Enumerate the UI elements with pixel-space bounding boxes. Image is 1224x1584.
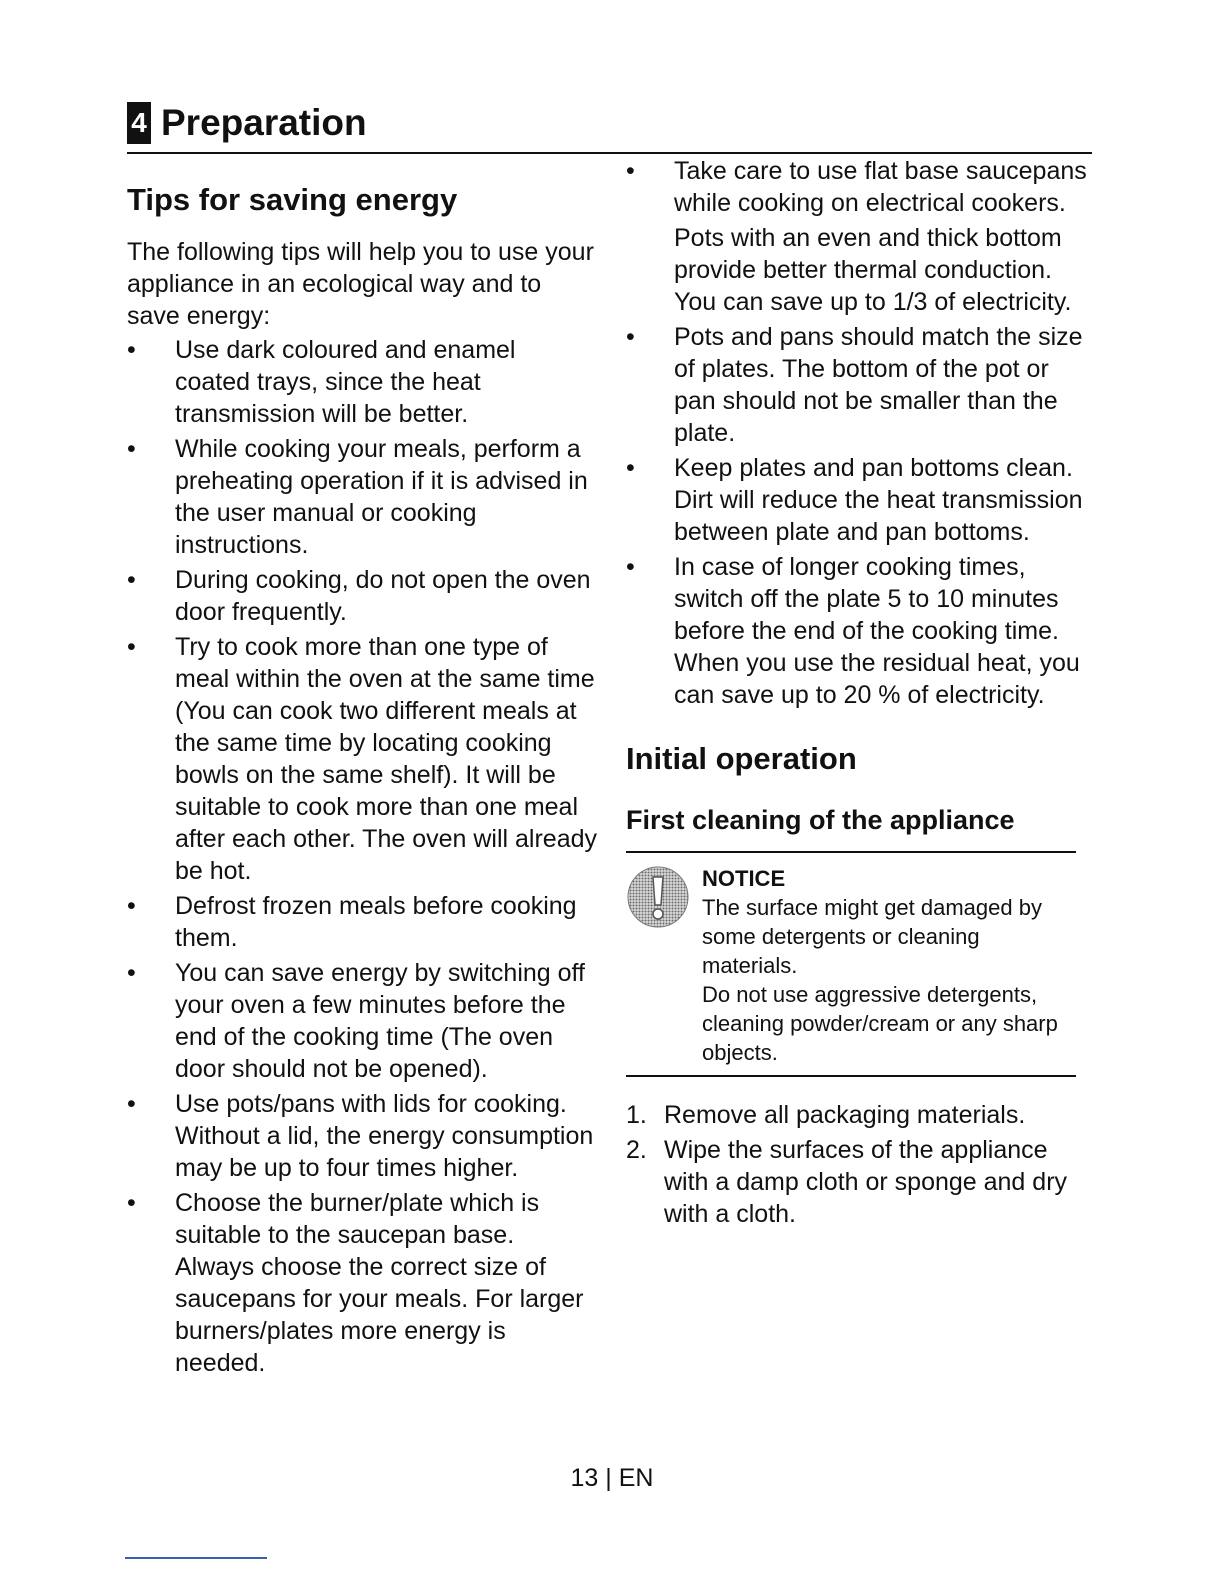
notice-text: The surface might get damaged by some detergents or cleaning materials. <box>702 895 1042 978</box>
bullet-icon: • <box>127 1090 136 1118</box>
list-item-text: Try to cook more than one type of meal within the oven at the same time (You can cook two different meals at the same time by locating cooking bowls on the same shelf). It will be suitable to cook more than one meal after each other. The oven will already be hot. <box>175 633 598 885</box>
list-item <box>626 155 1091 318</box>
tips-intro: The following tips will help you to use your appliance in an ecological way and to save energy: <box>127 238 594 330</box>
list-item-text: Take care to use flat base saucepans while cooking on electrical cookers. <box>674 157 1087 217</box>
list-item <box>127 890 597 954</box>
list-item <box>127 433 597 561</box>
tips-heading: Tips for saving energy <box>127 182 458 217</box>
bullet-icon: • <box>127 633 136 661</box>
list-item-text: Defrost frozen meals before cooking them. <box>175 892 577 952</box>
warning-exclamation-icon <box>626 865 690 929</box>
initial-operation-heading: Initial operation <box>626 741 857 776</box>
bullet-icon: • <box>127 435 136 463</box>
page-number: 13 | EN <box>570 1464 654 1492</box>
notice-box <box>626 851 1076 1077</box>
list-item-text: While cooking your meals, perform a preheating operation if it is advised in the user manual or cooking instructions. <box>175 435 588 559</box>
notice-title: NOTICE <box>702 866 786 891</box>
left-column <box>127 178 597 1382</box>
list-item <box>127 957 597 1085</box>
list-item-text: In case of longer cooking times, switch off the plate 5 to 10 minutes before the end of the cooking time. When you use the residual heat, you can save up to 20 % of electricity. <box>674 553 1080 709</box>
bullet-icon: • <box>127 892 136 920</box>
list-item <box>127 334 597 430</box>
list-item-text: Keep plates and pan bottoms clean. Dirt will reduce the heat transmission between plate and pan bottoms. <box>674 454 1083 546</box>
step-text: Remove all packaging materials. <box>664 1101 1026 1129</box>
list-item <box>127 631 597 887</box>
divider <box>125 1557 267 1559</box>
list-item-text: Pots and pans should match the size of plates. The bottom of the pot or pan should not be smaller than the plate. <box>674 323 1083 447</box>
list-item <box>127 1088 597 1184</box>
step-text: Wipe the surfaces of the appliance with a damp cloth or sponge and dry with a cloth. <box>664 1136 1068 1228</box>
list-item <box>626 452 1091 548</box>
step-number: 1. <box>626 1101 647 1129</box>
tips-list-left <box>127 334 597 1379</box>
list-item-text: During cooking, do not open the oven door frequently. <box>175 566 591 626</box>
notice-text: Do not use aggressive detergents, cleaning powder/cream or any sharp objects. <box>702 982 1058 1065</box>
list-item-text: You can save energy by switching off your oven a few minutes before the end of the cooking time (The oven door should not be opened). <box>175 959 585 1083</box>
bullet-icon: • <box>127 336 136 364</box>
bullet-icon: • <box>626 157 635 185</box>
first-cleaning-heading: First cleaning of the appliance <box>626 805 1015 835</box>
list-item <box>626 321 1091 449</box>
bullet-icon: • <box>127 566 136 594</box>
cleaning-steps <box>626 1099 1091 1230</box>
bullet-icon: • <box>127 1189 136 1217</box>
list-item <box>127 564 597 628</box>
right-column <box>626 155 1091 1233</box>
chapter-title: Preparation <box>161 102 367 143</box>
bullet-icon: • <box>626 323 635 351</box>
bullet-icon: • <box>626 553 635 581</box>
bullet-icon: • <box>626 454 635 482</box>
list-item <box>127 1187 597 1379</box>
bullet-icon: • <box>127 959 136 987</box>
list-item <box>626 1134 1091 1230</box>
list-item-text: Choose the burner/plate which is suitable to the saucepan base. Always choose the correct size of saucepans for your meals. For larger burners/plates more energy is needed. <box>175 1189 584 1377</box>
chapter-header <box>127 100 1092 154</box>
chapter-number: 4 <box>127 102 151 144</box>
list-item <box>626 1099 1091 1131</box>
step-number: 2. <box>626 1136 647 1164</box>
list-item-text: Use dark coloured and enamel coated trays, since the heat transmission will be better. <box>175 336 516 428</box>
list-item-text: Pots with an even and thick bottom provide better thermal conduction. You can save up to 1/3 of electricity. <box>674 224 1072 316</box>
tips-list-right <box>626 155 1091 711</box>
list-item <box>626 551 1091 711</box>
list-item-text: Use pots/pans with lids for cooking. Without a lid, the energy consumption may be up to four times higher. <box>175 1090 594 1182</box>
